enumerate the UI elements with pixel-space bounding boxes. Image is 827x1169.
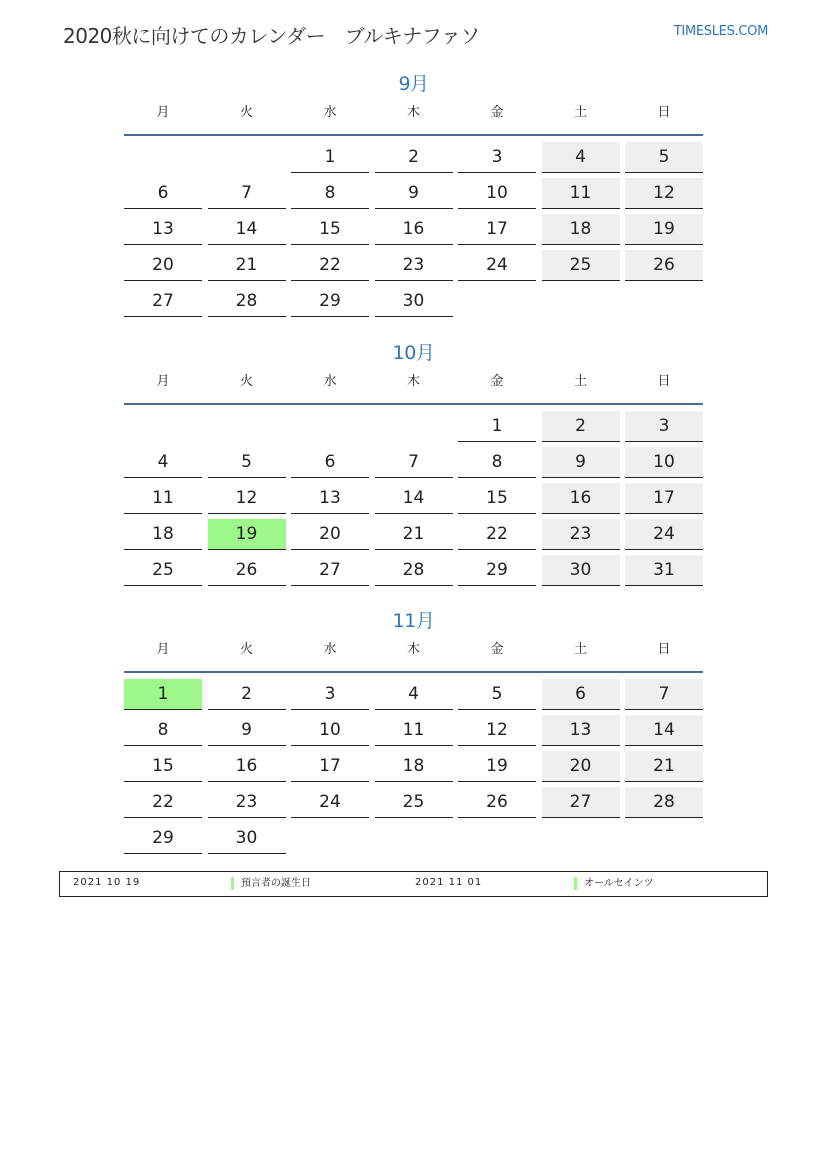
day-cell[interactable]: 14 <box>375 483 453 514</box>
day-cell[interactable]: 24 <box>291 787 369 818</box>
month-november <box>124 607 703 855</box>
week-row <box>124 447 703 479</box>
day-cell[interactable]: 8 <box>124 715 202 746</box>
weekday-label: 土 <box>573 642 587 657</box>
weekday-label: 火 <box>239 105 253 120</box>
week-row <box>124 519 703 551</box>
weekday-label: 水 <box>323 374 337 389</box>
day-cell[interactable]: 5 <box>625 142 703 173</box>
week-row <box>124 411 703 443</box>
site-link[interactable]: TIMESLES.COM <box>673 24 768 39</box>
day-cell[interactable]: 29 <box>124 823 202 854</box>
week-row <box>124 823 703 855</box>
weekday-label: 土 <box>573 374 587 389</box>
day-cell[interactable]: 16 <box>375 214 453 245</box>
day-cell[interactable]: 17 <box>291 751 369 782</box>
weekday-label: 金 <box>490 642 504 657</box>
day-cell[interactable]: 12 <box>625 178 703 209</box>
day-cell[interactable]: 19 <box>625 214 703 245</box>
empty-day-cell <box>208 411 286 441</box>
day-cell[interactable]: 23 <box>375 250 453 281</box>
holiday-day-cell[interactable]: 19 <box>208 519 286 550</box>
empty-day-cell <box>458 286 536 316</box>
week-row <box>124 751 703 783</box>
page-title: 2020秋に向けてのカレンダー ブルキナファソ <box>63 24 480 48</box>
week-row <box>124 142 703 174</box>
empty-day-cell <box>124 411 202 441</box>
month-title: 10月 <box>392 342 435 364</box>
day-cell[interactable]: 13 <box>542 715 620 746</box>
day-cell[interactable]: 2 <box>542 411 620 442</box>
day-cell[interactable]: 21 <box>375 519 453 550</box>
empty-day-cell <box>542 286 620 316</box>
week-row <box>124 787 703 819</box>
day-cell[interactable]: 27 <box>291 555 369 586</box>
weekday-label: 日 <box>657 105 671 120</box>
day-cell[interactable]: 15 <box>124 751 202 782</box>
week-row <box>124 715 703 747</box>
day-cell[interactable]: 17 <box>458 214 536 245</box>
month-title: 9月 <box>398 73 429 95</box>
legend-date: 2021 10 19 <box>73 877 141 888</box>
day-cell[interactable]: 9 <box>542 447 620 478</box>
day-cell[interactable]: 3 <box>625 411 703 442</box>
legend-holiday-name: オールセインツ <box>574 877 654 890</box>
day-cell[interactable]: 29 <box>458 555 536 586</box>
weekday-label: 金 <box>490 105 504 120</box>
day-cell[interactable]: 29 <box>291 286 369 317</box>
day-cell[interactable]: 9 <box>208 715 286 746</box>
day-cell[interactable]: 4 <box>375 679 453 710</box>
day-cell[interactable]: 16 <box>208 751 286 782</box>
day-cell[interactable]: 26 <box>625 250 703 281</box>
week-row <box>124 679 703 711</box>
holiday-day-cell[interactable]: 1 <box>124 679 202 710</box>
weekday-label: 水 <box>323 642 337 657</box>
day-cell[interactable]: 8 <box>458 447 536 478</box>
day-cell[interactable]: 12 <box>458 715 536 746</box>
day-cell[interactable]: 6 <box>124 178 202 209</box>
day-cell[interactable]: 31 <box>625 555 703 586</box>
empty-day-cell <box>291 411 369 441</box>
day-cell[interactable]: 7 <box>375 447 453 478</box>
empty-day-cell <box>291 823 369 853</box>
holiday-legend <box>59 871 768 897</box>
day-cell[interactable]: 8 <box>291 178 369 209</box>
day-cell[interactable]: 12 <box>208 483 286 514</box>
month-september <box>124 70 703 318</box>
day-cell[interactable]: 18 <box>124 519 202 550</box>
empty-day-cell <box>458 823 536 853</box>
empty-day-cell <box>375 411 453 441</box>
day-cell[interactable]: 4 <box>542 142 620 173</box>
weekday-label: 日 <box>657 642 671 657</box>
day-cell[interactable]: 6 <box>542 679 620 710</box>
day-cell[interactable]: 10 <box>458 178 536 209</box>
day-cell[interactable]: 15 <box>291 214 369 245</box>
empty-day-cell <box>208 142 286 172</box>
day-cell[interactable]: 28 <box>375 555 453 586</box>
day-cell[interactable]: 18 <box>375 751 453 782</box>
day-cell[interactable]: 11 <box>375 715 453 746</box>
weekday-header <box>124 643 703 673</box>
day-cell[interactable]: 20 <box>542 751 620 782</box>
weekday-label: 月 <box>156 374 170 389</box>
weekday-label: 金 <box>490 374 504 389</box>
week-row <box>124 286 703 318</box>
week-row <box>124 555 703 587</box>
day-cell[interactable]: 20 <box>124 250 202 281</box>
empty-day-cell <box>625 823 703 853</box>
weekday-label: 木 <box>406 374 420 389</box>
weekday-label: 火 <box>239 374 253 389</box>
day-cell[interactable]: 23 <box>542 519 620 550</box>
day-cell[interactable]: 1 <box>291 142 369 173</box>
weekday-label: 水 <box>323 105 337 120</box>
empty-day-cell <box>625 286 703 316</box>
day-cell[interactable]: 13 <box>124 214 202 245</box>
day-cell[interactable]: 28 <box>208 286 286 317</box>
day-cell[interactable]: 30 <box>542 555 620 586</box>
day-cell[interactable]: 1 <box>458 411 536 442</box>
day-cell[interactable]: 2 <box>375 142 453 173</box>
week-row <box>124 214 703 246</box>
weekday-label: 木 <box>406 642 420 657</box>
empty-day-cell <box>542 823 620 853</box>
weekday-header <box>124 106 703 136</box>
day-cell[interactable]: 18 <box>542 214 620 245</box>
weekday-label: 日 <box>657 374 671 389</box>
weekday-label: 月 <box>156 642 170 657</box>
day-cell[interactable]: 2 <box>208 679 286 710</box>
day-cell[interactable]: 28 <box>625 787 703 818</box>
day-cell[interactable]: 5 <box>208 447 286 478</box>
day-cell[interactable]: 16 <box>542 483 620 514</box>
day-cell[interactable]: 20 <box>291 519 369 550</box>
week-row <box>124 250 703 282</box>
day-cell[interactable]: 5 <box>458 679 536 710</box>
legend-date: 2021 11 01 <box>415 877 483 888</box>
day-cell[interactable]: 14 <box>208 214 286 245</box>
day-cell[interactable]: 30 <box>208 823 286 854</box>
day-cell[interactable]: 7 <box>208 178 286 209</box>
day-cell[interactable]: 25 <box>375 787 453 818</box>
empty-day-cell <box>124 142 202 172</box>
month-title: 11月 <box>392 610 435 632</box>
weekday-label: 木 <box>406 105 420 120</box>
day-cell[interactable]: 27 <box>124 286 202 317</box>
week-row <box>124 483 703 515</box>
weekday-label: 火 <box>239 642 253 657</box>
weekday-label: 月 <box>156 105 170 120</box>
empty-day-cell <box>375 823 453 853</box>
day-cell[interactable]: 19 <box>458 751 536 782</box>
day-cell[interactable]: 21 <box>208 250 286 281</box>
day-cell[interactable]: 14 <box>625 715 703 746</box>
day-cell[interactable]: 22 <box>458 519 536 550</box>
day-cell[interactable]: 9 <box>375 178 453 209</box>
legend-holiday-name: 預言者の誕生日 <box>231 877 311 890</box>
day-cell[interactable]: 30 <box>375 286 453 317</box>
day-cell[interactable]: 11 <box>124 483 202 514</box>
day-cell[interactable]: 22 <box>124 787 202 818</box>
day-cell[interactable]: 27 <box>542 787 620 818</box>
day-cell[interactable]: 25 <box>542 250 620 281</box>
day-cell[interactable]: 24 <box>458 250 536 281</box>
day-cell[interactable]: 23 <box>208 787 286 818</box>
day-cell[interactable]: 25 <box>124 555 202 586</box>
week-row <box>124 178 703 210</box>
day-cell[interactable]: 6 <box>291 447 369 478</box>
day-cell[interactable]: 4 <box>124 447 202 478</box>
day-cell[interactable]: 26 <box>208 555 286 586</box>
day-cell[interactable]: 13 <box>291 483 369 514</box>
day-cell[interactable]: 10 <box>291 715 369 746</box>
day-cell[interactable]: 3 <box>291 679 369 710</box>
day-cell[interactable]: 10 <box>625 447 703 478</box>
day-cell[interactable]: 11 <box>542 178 620 209</box>
day-cell[interactable]: 26 <box>458 787 536 818</box>
day-cell[interactable]: 22 <box>291 250 369 281</box>
day-cell[interactable]: 7 <box>625 679 703 710</box>
day-cell[interactable]: 24 <box>625 519 703 550</box>
weekday-header <box>124 375 703 405</box>
day-cell[interactable]: 21 <box>625 751 703 782</box>
day-cell[interactable]: 3 <box>458 142 536 173</box>
day-cell[interactable]: 17 <box>625 483 703 514</box>
day-cell[interactable]: 15 <box>458 483 536 514</box>
weekday-label: 土 <box>573 105 587 120</box>
month-october <box>124 339 703 587</box>
